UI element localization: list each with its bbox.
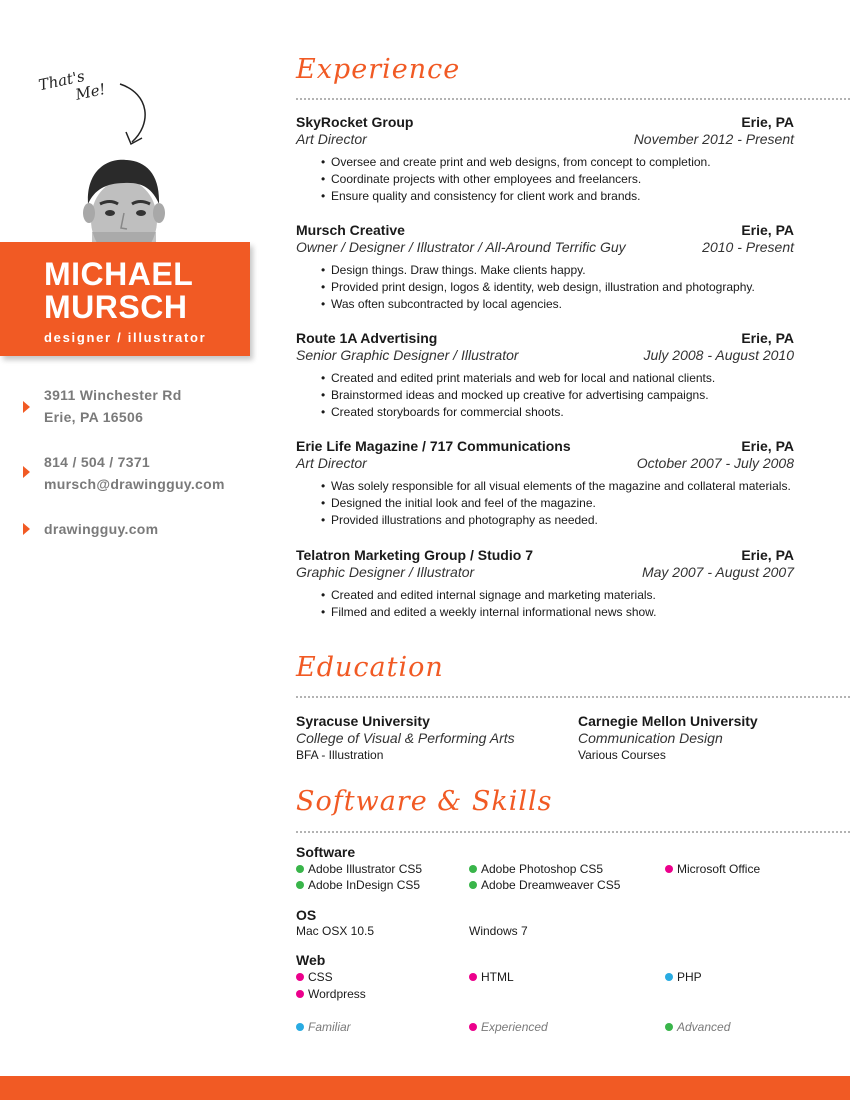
address [44,384,182,428]
education-entry [296,713,566,764]
skills-heading: Software & Skills [296,786,553,817]
school: Syracuse University [296,713,430,729]
name-block [44,258,193,324]
first-name: MICHAEL [44,256,194,292]
skill-item: PHP [665,969,702,986]
school: Carnegie Mellon University [578,713,758,729]
skill-item: Adobe Illustrator CS5 [296,861,422,878]
legend-advanced: Advanced [665,1020,730,1034]
company: Erie Life Magazine / 717 Communications [296,438,571,454]
legend-experienced: Experienced [469,1020,548,1034]
bullet: • Created and edited print materials and web for local and national clients. [331,370,794,387]
bullet: • Coordinate projects with other employees and freelancers. [331,171,794,188]
os-label: OS [296,907,317,923]
profile-photo [80,158,166,242]
bullet: • Ensure quality and consistency for client work and brands. [331,188,794,205]
phone-email [44,451,225,495]
legend-dot [296,1023,304,1031]
education-heading: Education [296,652,444,683]
os-item: Windows 7 [469,924,528,938]
role: Senior Graphic Designer / Illustrator [296,347,519,363]
os-item: Mac OSX 10.5 [296,924,375,938]
curved-arrow-icon [98,82,158,152]
skill-level-dot [296,990,304,998]
legend-familiar: Familiar [296,1020,351,1034]
role: Art Director [296,131,367,147]
location: Erie, PA [741,330,794,346]
bullet: • Created and edited internal signage and marketing materials. [331,587,794,604]
company: Mursch Creative [296,222,405,238]
role: Owner / Designer / Illustrator / All-Around Terrific Guy [296,239,626,255]
experience-heading: Experience [296,54,461,85]
location: Erie, PA [741,222,794,238]
bullet: • Was solely responsible for all visual elements of the magazine and collateral materials. [331,478,794,495]
note-line-1: That's [37,67,87,95]
phone: 814 / 504 / 7371 [44,454,150,470]
phone-arrow-icon [23,466,30,478]
note-line-2: Me! [73,79,108,104]
skill-item: Adobe InDesign CS5 [296,877,420,894]
location: Erie, PA [741,547,794,563]
role: Art Director [296,455,367,471]
section-divider [296,98,850,100]
software-label: Software [296,844,356,860]
degree: Various Courses [578,748,666,762]
address-line-2: Erie, PA 16506 [44,409,144,425]
program: College of Visual & Performing Arts [296,730,515,746]
company: Route 1A Advertising [296,330,438,346]
bullet: • Created storyboards for commercial shoots. [331,404,794,421]
job-entry [296,222,794,313]
legend-dot [469,1023,477,1031]
address-arrow-icon [23,401,30,413]
dates: May 2007 - August 2007 [641,564,794,580]
skill-level-dot [469,973,477,981]
skill-level-dot [296,881,304,889]
skill-item: Adobe Dreamweaver CS5 [469,877,620,894]
bullet: • Brainstormed ideas and mocked up creative for advertising campaigns. [331,387,794,404]
skill-level-dot [665,865,673,873]
skill-item: HTML [469,969,514,986]
program: Communication Design [578,730,723,746]
skill-level-dot [469,881,477,889]
bullet: • Oversee and create print and web designs, from concept to completion. [331,154,794,171]
company: Telatron Marketing Group / Studio 7 [296,547,533,563]
job-entry [296,114,794,205]
footer-bar [0,1076,850,1100]
job-title: designer / illustrator [44,330,207,345]
bullet: • Provided illustrations and photography as needed. [331,512,794,529]
website-link[interactable]: drawingguy.com [44,521,159,537]
last-name: MURSCH [44,289,188,325]
email-link[interactable]: mursch@drawingguy.com [44,476,225,492]
website-arrow-icon [23,523,30,535]
job-entry [296,438,794,529]
bullet: • Designed the initial look and feel of the magazine. [331,495,794,512]
location: Erie, PA [741,114,794,130]
education-entry [578,713,848,764]
degree: BFA - Illustration [296,748,384,762]
bullet: • Provided print design, logos & identity, web design, illustration and photography. [331,279,794,296]
job-entry [296,330,794,421]
skill-item: Wordpress [296,986,366,1003]
skill-item: CSS [296,969,333,986]
legend-dot [665,1023,673,1031]
bullet: • Was often subcontracted by local agencies. [331,296,794,313]
dates: November 2012 - Present [633,131,794,147]
bullet: • Filmed and edited a weekly internal informational news show. [331,604,794,621]
section-divider [296,831,850,833]
company: SkyRocket Group [296,114,414,130]
job-entry [296,547,794,621]
dates: July 2008 - August 2010 [643,347,794,363]
skill-item: Adobe Photoshop CS5 [469,861,603,878]
dates: October 2007 - July 2008 [636,455,794,471]
web-label: Web [296,952,326,968]
bullet: • Design things. Draw things. Make clients happy. [331,262,794,279]
skill-item: Microsoft Office [665,861,760,878]
skill-level-dot [296,973,304,981]
skill-level-dot [469,865,477,873]
role: Graphic Designer / Illustrator [296,564,475,580]
section-divider [296,696,850,698]
address-line-1: 3911 Winchester Rd [44,387,182,403]
skill-level-dot [296,865,304,873]
dates: 2010 - Present [702,239,794,255]
location: Erie, PA [741,438,794,454]
skill-level-dot [665,973,673,981]
